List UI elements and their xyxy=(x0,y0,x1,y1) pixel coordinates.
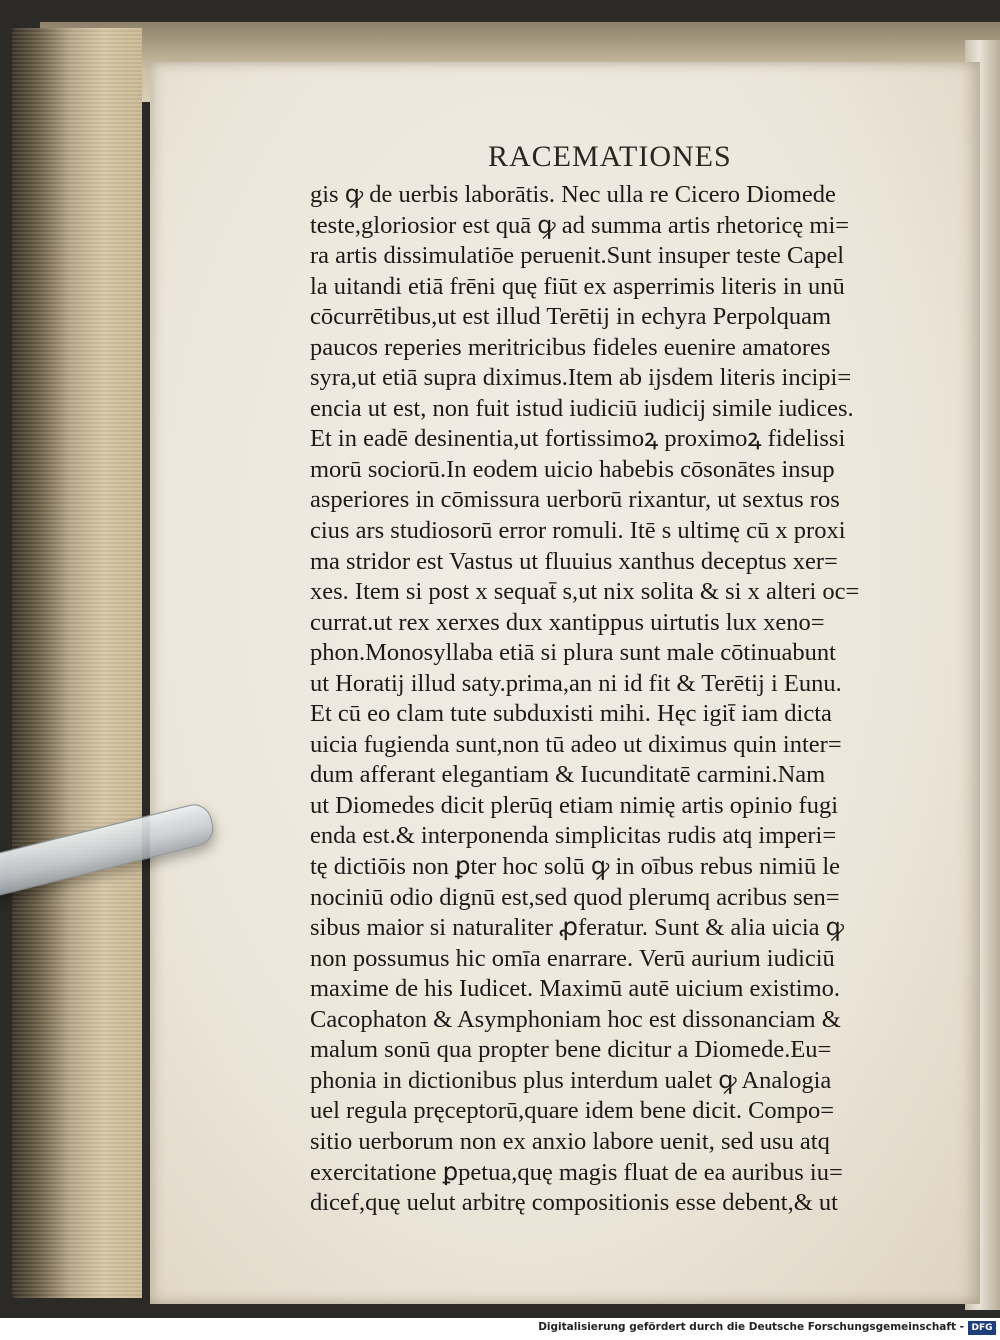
funding-credit: Digitalisierung gefördert durch die Deutsche Forschungsgemeinschaft - xyxy=(538,1321,964,1333)
text-line: sitio uerborum non ex anxio labore uenit, sed usu atq xyxy=(310,1127,830,1155)
text-line: Cacophaton & Asymphoniam hoc est dissonanciam & xyxy=(310,1005,841,1033)
text-line: gis ꝙ de uerbis laborātis. Nec ulla re Cicero Diomede xyxy=(310,181,836,208)
text-line: ma stridor est Vastus ut fluuius xanthus deceptus xer= xyxy=(310,547,838,575)
text-line: teste,gloriosior est quā ꝙ ad summa artis rhetoricę mi= xyxy=(310,211,850,239)
text-line: dicef,quę uelut arbitrę compositionis esse debent,& ut xyxy=(310,1189,838,1217)
text-line: enda est.& interponenda simplicitas rudis atq imperi= xyxy=(310,822,837,850)
page-text-block xyxy=(310,180,910,1219)
running-head: RACEMATIONES xyxy=(488,140,732,173)
text-line: cōcurrētibus,ut est illud Terētij in echyra Perpolquam xyxy=(310,303,832,331)
text-line: cius ars studiosorū error romuli. Itē s ultimę cū x proxi xyxy=(310,517,846,545)
text-line: paucos reperies meritricibus fideles euenire amatores xyxy=(310,333,831,361)
text-line: currat.ut rex xerxes dux xantippus uirtutis lux xeno= xyxy=(310,608,825,636)
book-fore-edge xyxy=(12,28,142,1298)
text-line: asperiores in cōmissura uerborū rixantur, ut sextus ros xyxy=(310,486,840,514)
text-line: ra artis dissimulatiōe peruenit.Sunt insuper teste Capel xyxy=(310,242,845,270)
text-line: malum sonū qua propter bene dicitur a Diomede.Eu= xyxy=(310,1036,832,1064)
text-line: dum afferant elegantiam & Iucunditatē carmini.Nam xyxy=(310,761,826,789)
text-line: non possumus hic omīa enarrare. Verū aurium iudiciū xyxy=(310,944,835,972)
text-line: sibus maior si naturaliter ꝓferatur. Sunt & alia uicia ꝙ xyxy=(310,914,845,942)
text-line: syra,ut etiā supra diximus.Item ab ijsdem literis incipi= xyxy=(310,364,852,392)
text-line: ut Horatij illud saty.prima,an ni id fit & Terētij i Eunu. xyxy=(310,669,842,697)
text-line: uel regula pręceptorū,quare idem bene dicit. Compo= xyxy=(310,1097,835,1125)
dfg-logo-icon: DFG xyxy=(968,1321,996,1335)
text-line: phon.Monosyllaba etiā si plura sunt male cōtinuabunt xyxy=(310,639,836,667)
text-line: Et in eadē desinentia,ut fortissimoꝝ proximoꝝ fidelissi xyxy=(310,425,846,453)
footer-bar xyxy=(0,1318,1000,1340)
text-line: nociniū odio dignū est,sed quod plerumq acribus sen= xyxy=(310,883,840,911)
text-line: maxime de his Iudicet. Maximū autē uicium existimo. xyxy=(310,975,841,1003)
text-line: xes. Item si post x sequat̄ s,ut nix solita & si x alteri oc= xyxy=(310,578,860,606)
text-line: uicia fugienda sunt,non tū adeo ut diximus quin inter= xyxy=(310,730,842,758)
text-line: exercitatione ꝑpetua,quę magis fluat de ea auribus iu= xyxy=(310,1158,843,1186)
text-line: phonia in dictionibus plus interdum ualet ꝙ Analogia xyxy=(310,1066,832,1094)
text-line: morū sociorū.In eodem uicio habebis cōsonātes insup xyxy=(310,455,835,483)
text-line: Et cū eo clam tute subduxisti mihi. Hęc igit̄ iam dicta xyxy=(310,700,832,728)
text-line: encia ut est, non fuit istud iudiciū iudicij simile iudices. xyxy=(310,394,854,422)
text-line: la uitandi etiā frēni quę fiūt ex asperrimis literis in unū xyxy=(310,272,845,300)
text-line: tę dictiōis non ꝑter hoc solū ꝙ in oībus rebus nimiū le xyxy=(310,853,841,881)
text-line: ut Diomedes dicit plerūq etiam nimię artis opinio fugi xyxy=(310,791,839,819)
